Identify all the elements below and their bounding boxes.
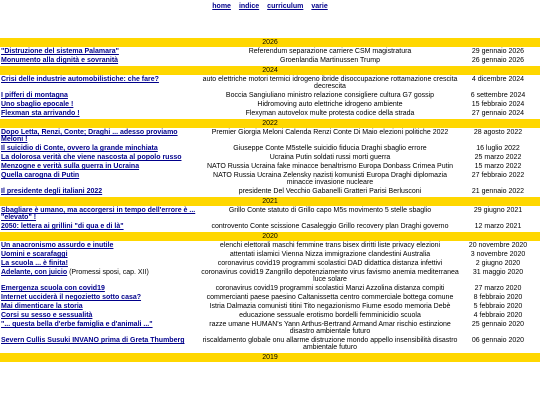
article-date: 4 dicembre 2024 [471,76,525,83]
article-title-cell [1,303,201,310]
article-row [0,321,540,335]
article-keywords: coronavirus covid19 programmi scolastici Manzi Azzolina distanza compiti [215,285,445,292]
article-date: 27 gennaio 2024 [471,110,525,117]
article-keywords: Ucraina Putin soldati russi morti guerra [269,154,391,161]
article-keywords: elenchi elettorali maschi femmine trans bisex diritti liste privacy elezioni [219,242,441,249]
article-date: 15 febbraio 2024 [471,101,525,108]
article-link[interactable]: Corsi su sesso e sessualità [1,312,93,319]
article-date: 25 marzo 2022 [474,154,522,161]
article-row [0,110,540,117]
article-title-cell [1,110,201,117]
article-date: 20 novembre 2020 [468,242,528,249]
article-title-cell [1,321,201,328]
article-keywords: commercianti paese paesino Caltanissetta centro commerciale bottega comune [206,294,454,301]
article-title-cell [1,285,201,292]
article-link[interactable]: Severn Cullis Susuki INVANO prima di Greta Thumberg [1,337,185,344]
article-title-cell [1,145,201,152]
article-row [0,223,540,230]
article-link[interactable]: Flexman sta arrivando ! [1,110,80,117]
nav-link-home[interactable]: home [212,3,231,10]
article-title-cell [1,269,201,276]
article-keywords: educazione sessuale erotismo bordelli femminicidio scuola [239,312,421,319]
article-title-cell [1,223,201,230]
article-link[interactable]: Crisi delle industrie automobilistiche: che fare? [1,76,159,83]
article-row [0,260,540,267]
article-date: 15 marzo 2022 [474,163,522,170]
article-title-cell [1,154,201,161]
article-row [0,312,540,319]
article-row [0,129,540,143]
article-row [0,154,540,161]
article-link[interactable]: Emergenza scuola con covid19 [1,285,105,292]
article-keywords: auto elettriche motori termici idrogeno ibride disoccupazione rottamazione crescita decrescita [202,76,458,90]
article-link[interactable]: La dolorosa verità che viene nascosta al popolo russo [1,154,182,161]
year-header: 2026 [0,38,540,47]
article-keywords: Referendum separazione carriere CSM magistratura [248,48,412,55]
article-title-cell [1,163,201,170]
article-row [0,207,540,221]
article-link[interactable]: Il suicidio di Conte, ovvero la grande minchiata [1,145,158,152]
top-navigation [0,0,540,14]
article-title-cell [1,92,201,99]
article-keywords: coronavirus covid19 programmi scolastici DAD didattica distanza infettivi [217,260,443,267]
nav-link-varie[interactable]: varie [311,3,328,10]
article-keywords: coronavirus covid19 Zangrillo depotenziamento virus favismo anemia mediterranea luce solare [201,269,459,283]
article-link[interactable]: La scuola ... è finita! [1,260,68,267]
article-link[interactable]: Adelante, con juicio [1,269,68,276]
article-date: 8 febbraio 2020 [473,294,523,301]
article-title-cell [1,48,201,55]
article-date: 27 febbraio 2022 [471,172,525,179]
article-date: 06 gennaio 2020 [471,337,525,344]
article-link[interactable]: "... questa bella d'erbe famiglia e d'animali ..." [1,321,153,328]
article-row [0,294,540,301]
year-header: 2022 [0,119,540,128]
article-keywords: NATO Russia Ucraina fake minacce benaltrismo Europa Donbass Crimea Putin [206,163,453,170]
article-date: 28 agosto 2022 [473,129,523,136]
article-keywords: razze umane HUMAN's Yann Arthus-Bertrand Armand Amar rischio estinzione disastro ambientale futuro [209,321,451,335]
article-row [0,145,540,152]
article-date: 16 luglio 2022 [476,145,520,152]
article-row [0,172,540,186]
article-date: 6 settembre 2024 [470,92,526,99]
article-title-cell [1,188,201,195]
article-row [0,57,540,64]
article-keywords: Grillo Conte statuto di Grillo capo M5s movimento 5 stelle sbaglio [228,207,432,214]
article-keywords: Boccia Sangiuliano ministro relazione consigliere cultura G7 gossip [225,92,435,99]
article-title-cell [1,76,201,83]
article-title-cell [1,294,201,301]
article-date: 5 febbraio 2020 [473,303,523,310]
article-date: 12 marzo 2021 [474,223,522,230]
article-keywords: Hidromoving auto elettriche idrogeno ambiente [257,101,403,108]
article-link[interactable]: Mai dimenticare la storia [1,303,83,310]
article-link[interactable]: 2050: lettera ai grillini "di qua e di là" [1,223,124,230]
article-link[interactable]: Internet ucciderà il negozietto sotto casa? [1,294,142,301]
article-row [0,76,540,90]
article-link[interactable]: I pifferi di montagna [1,92,68,99]
article-link[interactable]: Sbagliare è umano, ma accorgersi in tempo dell'errore è ... "elevato" ! [1,207,196,221]
article-date: 31 maggio 2020 [472,269,524,276]
article-title-note: (Promessi sposi, cap. XII) [67,269,149,276]
article-row [0,285,540,292]
article-date: 3 novembre 2020 [470,251,526,258]
article-title-cell [1,129,201,143]
article-date: 27 marzo 2020 [474,285,522,292]
article-link[interactable]: "Distruzione del sistema Palamara" [1,48,119,55]
article-keywords: Istria Dalmazia comunisti titini Tito negazionismo Fiume esodo memoria Debè [209,303,451,310]
article-link[interactable]: Il presidente degli italiani 2022 [1,188,103,195]
article-date: 25 gennaio 2020 [471,321,525,328]
article-title-cell [1,207,201,221]
year-header: 2020 [0,232,540,241]
article-keywords: Groenlandia Martinussen Trump [280,57,380,64]
year-header: 2024 [0,66,540,75]
article-date: 4 febbraio 2020 [473,312,523,319]
article-link[interactable]: Dopo Letta, Renzi, Conte; Draghi ... adesso proviamo Meloni ! [1,129,178,143]
article-row [0,303,540,310]
article-title-cell [1,251,201,258]
article-keywords: controvento Conte scissione Casaleggio Grillo recovery plan Draghi governo [211,223,449,230]
article-keywords: NATO Russia Ucraina Zelensky nazisti komunisti Europa Draghi diplomazia minacce invasione nucleare [213,172,447,186]
article-row [0,242,540,249]
article-link[interactable]: Menzogne e verità sulla guerra in Ucraina [1,163,140,170]
article-row [0,92,540,99]
article-row [0,251,540,258]
article-keywords: Premier Giorgia Meloni Calenda Renzi Conte Di Maio elezioni politiche 2022 [211,129,449,136]
article-date: 29 gennaio 2026 [471,48,525,55]
article-link[interactable]: Quella carogna di Putin [1,172,80,179]
nav-link-indice[interactable]: indice [238,3,260,10]
article-date: 2 giugno 2020 [475,260,521,267]
article-title-cell [1,172,201,179]
article-title-cell [1,260,201,267]
article-keywords: Giuseppe Conte M5stelle suicidio fiducia Draghi sbaglio errore [233,145,427,152]
article-title-cell [1,312,201,319]
article-title-cell [1,101,201,108]
article-link[interactable]: Monumento alla dignità e sovranità [1,57,119,64]
article-row [0,48,540,55]
article-row [0,269,540,283]
article-keywords: Flexyman autovelox multe protesta codice della strada [245,110,415,117]
article-title-cell [1,337,201,344]
article-keywords: presidente Del Vecchio Gabanelli Gratteri Parisi Berlusconi [238,188,422,195]
article-date: 26 gennaio 2026 [471,57,525,64]
article-keywords: riscaldamento globale onu allarme distruzione mondo appello insensibilità disastro ambientale futuro [202,337,458,351]
article-keywords: attentati islamici Vienna Nizza immigrazione clandestini Australia [229,251,431,258]
nav-link-curriculum[interactable]: curriculum [267,3,304,10]
article-date: 29 giugno 2021 [473,207,523,214]
article-row [0,337,540,351]
article-row [0,163,540,170]
article-link[interactable]: Un anacronismo assurdo e inutile [1,242,114,249]
year-header: 2021 [0,197,540,206]
article-link[interactable]: Uno sbaglio epocale ! [1,101,74,108]
article-title-cell [1,242,201,249]
article-date: 21 gennaio 2022 [471,188,525,195]
article-row [0,101,540,108]
article-row [0,188,540,195]
article-index [0,38,540,363]
article-link[interactable]: Uomini e scarafaggi [1,251,68,258]
year-header: 2019 [0,353,540,362]
article-title-cell [1,57,201,64]
